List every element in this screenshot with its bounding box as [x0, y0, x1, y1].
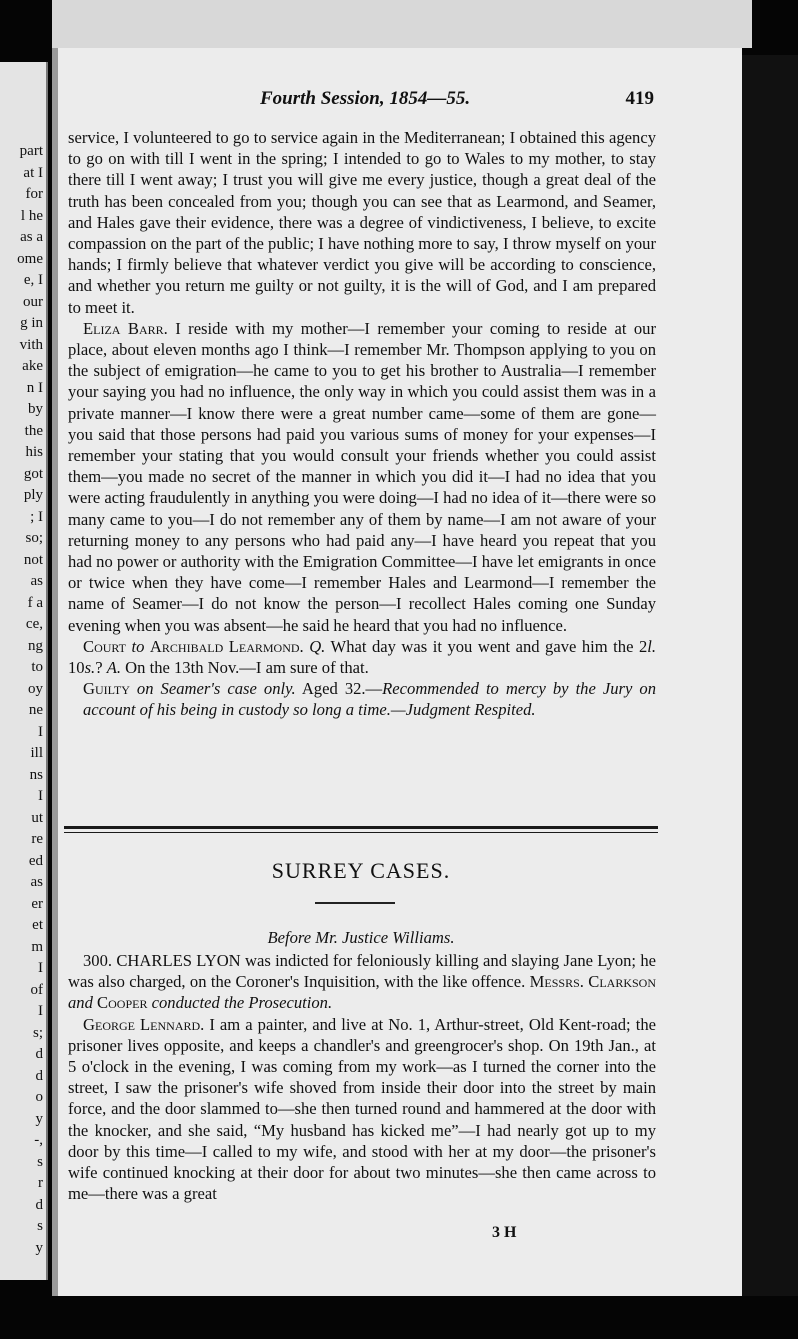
- margin-fragment: m: [31, 938, 43, 955]
- margin-fragment: ; I: [30, 508, 43, 525]
- margin-fragment: d: [35, 1067, 43, 1084]
- section-heading: SURREY CASES.: [271, 858, 451, 883]
- witness-name-2: George Lennard.: [83, 1014, 205, 1034]
- counsel-and: and: [68, 993, 98, 1013]
- indictment-text: was indicted for feloniously killing and slaying Jane Lyon; he was also charged, on the Coroner's Inquisition, with the like offence.: [68, 951, 656, 992]
- margin-fragment: his: [25, 444, 43, 460]
- scan-top-margin: [52, 0, 752, 48]
- witness-testimony: I am a painter, and live at No. 1, Arthur-street, Old Kent-road; the prisoner lives opposite, and keeps a chandler's and greengrocer's shop. On 19th Jan., at 5 o'clock in the evening, I was coming from my work—as I turned the corner into the street, I saw the prisoner's wife shoved from inside their door into the street by main force, and the door slammed to—she then turned round and hammered at the door with the knocker, and she said, “My husband has kicked me”—I had nearly got up to my door by this time—I called to my wife, and stood with her at my door—the prisoner's wife continued knocking at their door for about two minutes—she then came across to me—there was a great: [68, 1014, 656, 1204]
- margin-fragment: d: [35, 1196, 43, 1213]
- margin-fragment: as a: [20, 229, 43, 245]
- margin-fragment: o: [35, 1089, 43, 1105]
- case-block: [68, 950, 656, 1204]
- margin-fragment: not: [23, 551, 43, 568]
- margin-fragment: ce,: [25, 616, 43, 632]
- counsel-b: Cooper: [97, 993, 148, 1013]
- counsel-role: conducted the Prosecution.: [147, 993, 333, 1013]
- margin-fragment: as: [30, 874, 43, 890]
- margin-fragment: I: [38, 788, 43, 804]
- answer-text: On the 13th Nov.—I am sure of that.: [121, 658, 369, 678]
- margin-fragment: f a: [27, 594, 43, 611]
- margin-fragment: oy: [28, 680, 43, 697]
- margin-fragment: et: [32, 917, 43, 933]
- counsel-a: Messrs. Clarkson: [529, 972, 656, 992]
- question-mark: ?: [95, 658, 107, 678]
- margin-fragment: ed: [28, 852, 43, 869]
- addressee-name: Archibald Learmond.: [149, 636, 304, 656]
- margin-fragment: I: [38, 1003, 43, 1019]
- verdict: [68, 678, 656, 720]
- margin-fragment: by: [28, 401, 43, 417]
- witness-george-lennard: [68, 1014, 656, 1205]
- margin-fragment: ns: [29, 766, 43, 783]
- margin-fragment: got: [23, 465, 43, 482]
- margin-fragment: ome: [17, 250, 43, 267]
- verdict-recommendation: Recommended to mercy by the Jury on account of his being in custody so long a time.—Judgment Respited.: [83, 679, 656, 720]
- margin-fragment: -,: [34, 1132, 43, 1148]
- margin-fragment: e, I: [23, 272, 43, 288]
- judge-line: Before Mr. Justice Williams.: [267, 928, 455, 947]
- case-indictment: [68, 950, 656, 1014]
- question-text: What day was it you went and gave him the 2: [325, 636, 648, 656]
- defendant-name: CHARLES LYON: [116, 951, 241, 970]
- margin-fragment: part: [19, 143, 43, 159]
- section-divider-thick: [64, 826, 658, 829]
- scan-right-edge: [742, 55, 798, 1296]
- q-marker: Q.: [303, 636, 326, 656]
- margin-fragment: for: [25, 186, 43, 202]
- to-word: to: [126, 636, 150, 656]
- margin-fragment: n I: [26, 379, 43, 396]
- margin-fragment: the: [24, 422, 43, 439]
- a-marker: A.: [106, 658, 122, 678]
- margin-fragment: s;: [32, 1024, 43, 1041]
- witness-eliza-barr: [68, 318, 656, 636]
- margin-fragment: er: [31, 895, 43, 912]
- verdict-age: Aged 32.—: [295, 679, 383, 699]
- margin-fragment: d: [35, 1046, 43, 1062]
- testimony-block: [68, 127, 656, 721]
- margin-fragment: r: [38, 1175, 43, 1191]
- margin-fragment: vith: [19, 336, 43, 353]
- margin-fragment: y: [35, 1110, 43, 1127]
- margin-fragment: ne: [28, 702, 43, 718]
- witness-name: Eliza Barr.: [83, 318, 168, 338]
- margin-fragment: s: [37, 1218, 43, 1234]
- margin-fragment: y: [35, 1239, 43, 1256]
- session-title: Fourth Session, 1854—55.: [260, 88, 471, 109]
- shillings-abbrev: s.: [84, 658, 96, 678]
- margin-fragment: ake: [22, 358, 43, 374]
- margin-fragment: at I: [23, 164, 43, 181]
- heading-underline: [315, 902, 395, 904]
- margin-fragment: our: [23, 293, 43, 310]
- court-label: Court: [83, 636, 127, 656]
- margin-fragment: to: [31, 659, 43, 675]
- margin-fragment: of: [30, 981, 43, 998]
- margin-fragment: s: [37, 1153, 43, 1170]
- section-divider-thin: [64, 832, 658, 833]
- page-number: 419: [625, 88, 654, 109]
- margin-fragment: ut: [31, 809, 43, 826]
- court-question: [68, 636, 656, 678]
- question-text-2: 10: [68, 658, 85, 678]
- margin-fragment: re: [31, 831, 43, 847]
- case-number: 300.: [83, 951, 113, 970]
- margin-fragment: l he: [20, 207, 43, 224]
- margin-fragment: g in: [20, 315, 43, 331]
- verdict-case: on Seamer's case only.: [129, 679, 296, 699]
- margin-fragment: ng: [28, 637, 43, 654]
- margin-fragment: I: [38, 960, 43, 976]
- running-header: [60, 88, 660, 112]
- pounds-abbrev: l.: [647, 636, 657, 656]
- margin-fragment: as: [30, 573, 43, 589]
- margin-fragment: I: [38, 723, 43, 740]
- witness-text: I reside with my mother—I remember your coming to reside at our place, about eleven months ago I think—I remember Mr. Thompson applying to you on the subject of emigration—he came to you to get his brother to Australia—I remember your saying you had no influence, the only way in which you could assist them was in a private manner—I know there were a great number came—some of them are gone—you said that those persons had paid you various sums of money for your expenses—I remember your stating that you would consult your friends whether you could assist them—you made no secret of the manner in which you did it—I had no idea that you were acting fraudulently in anything you were doing—I had no idea of it—there were so many came to you—I do not remember any of them by name—I am not aware of your returning money to any persons who had paid any—I have heard you repeat that you had no power or authority with the Emigration Committee—I have let emigrants in once or twice when they have come—I remember Hales and Learmond—I remember the name of Seamer—I do not know the person—I recollect Hales coming one Sunday evening when you was absent—he said he heard that you had no influence.: [68, 318, 656, 635]
- margin-fragment: so;: [25, 530, 43, 546]
- prisoner-statement: service, I volunteered to go to service again in the Mediterranean; I obtained this agency to go on with till I went in the spring; I intended to go to Wales to my mother, to stay there till I went away; I trust you will give me every justice, though a great deal of the truth has been concealed from you; though you can see that as Learmond, and Seamer, and Hales gave their evidence, there was a degree of vindictiveness, I believe, to excite compassion on the part of the public; I have nothing more to say, I throw myself on your hands; I firmly believe that whatever verdict you give will be according to conscience, and whether you return me guilty or not guilty, it is the will of God, and I am prepared to meet it.: [68, 128, 656, 317]
- verdict-guilty: Guilty: [83, 679, 130, 699]
- adjacent-page-strip: [0, 62, 48, 1280]
- margin-fragment: ill: [30, 745, 43, 761]
- signature-mark: 3 H: [492, 1224, 517, 1241]
- margin-fragment: ply: [23, 487, 43, 503]
